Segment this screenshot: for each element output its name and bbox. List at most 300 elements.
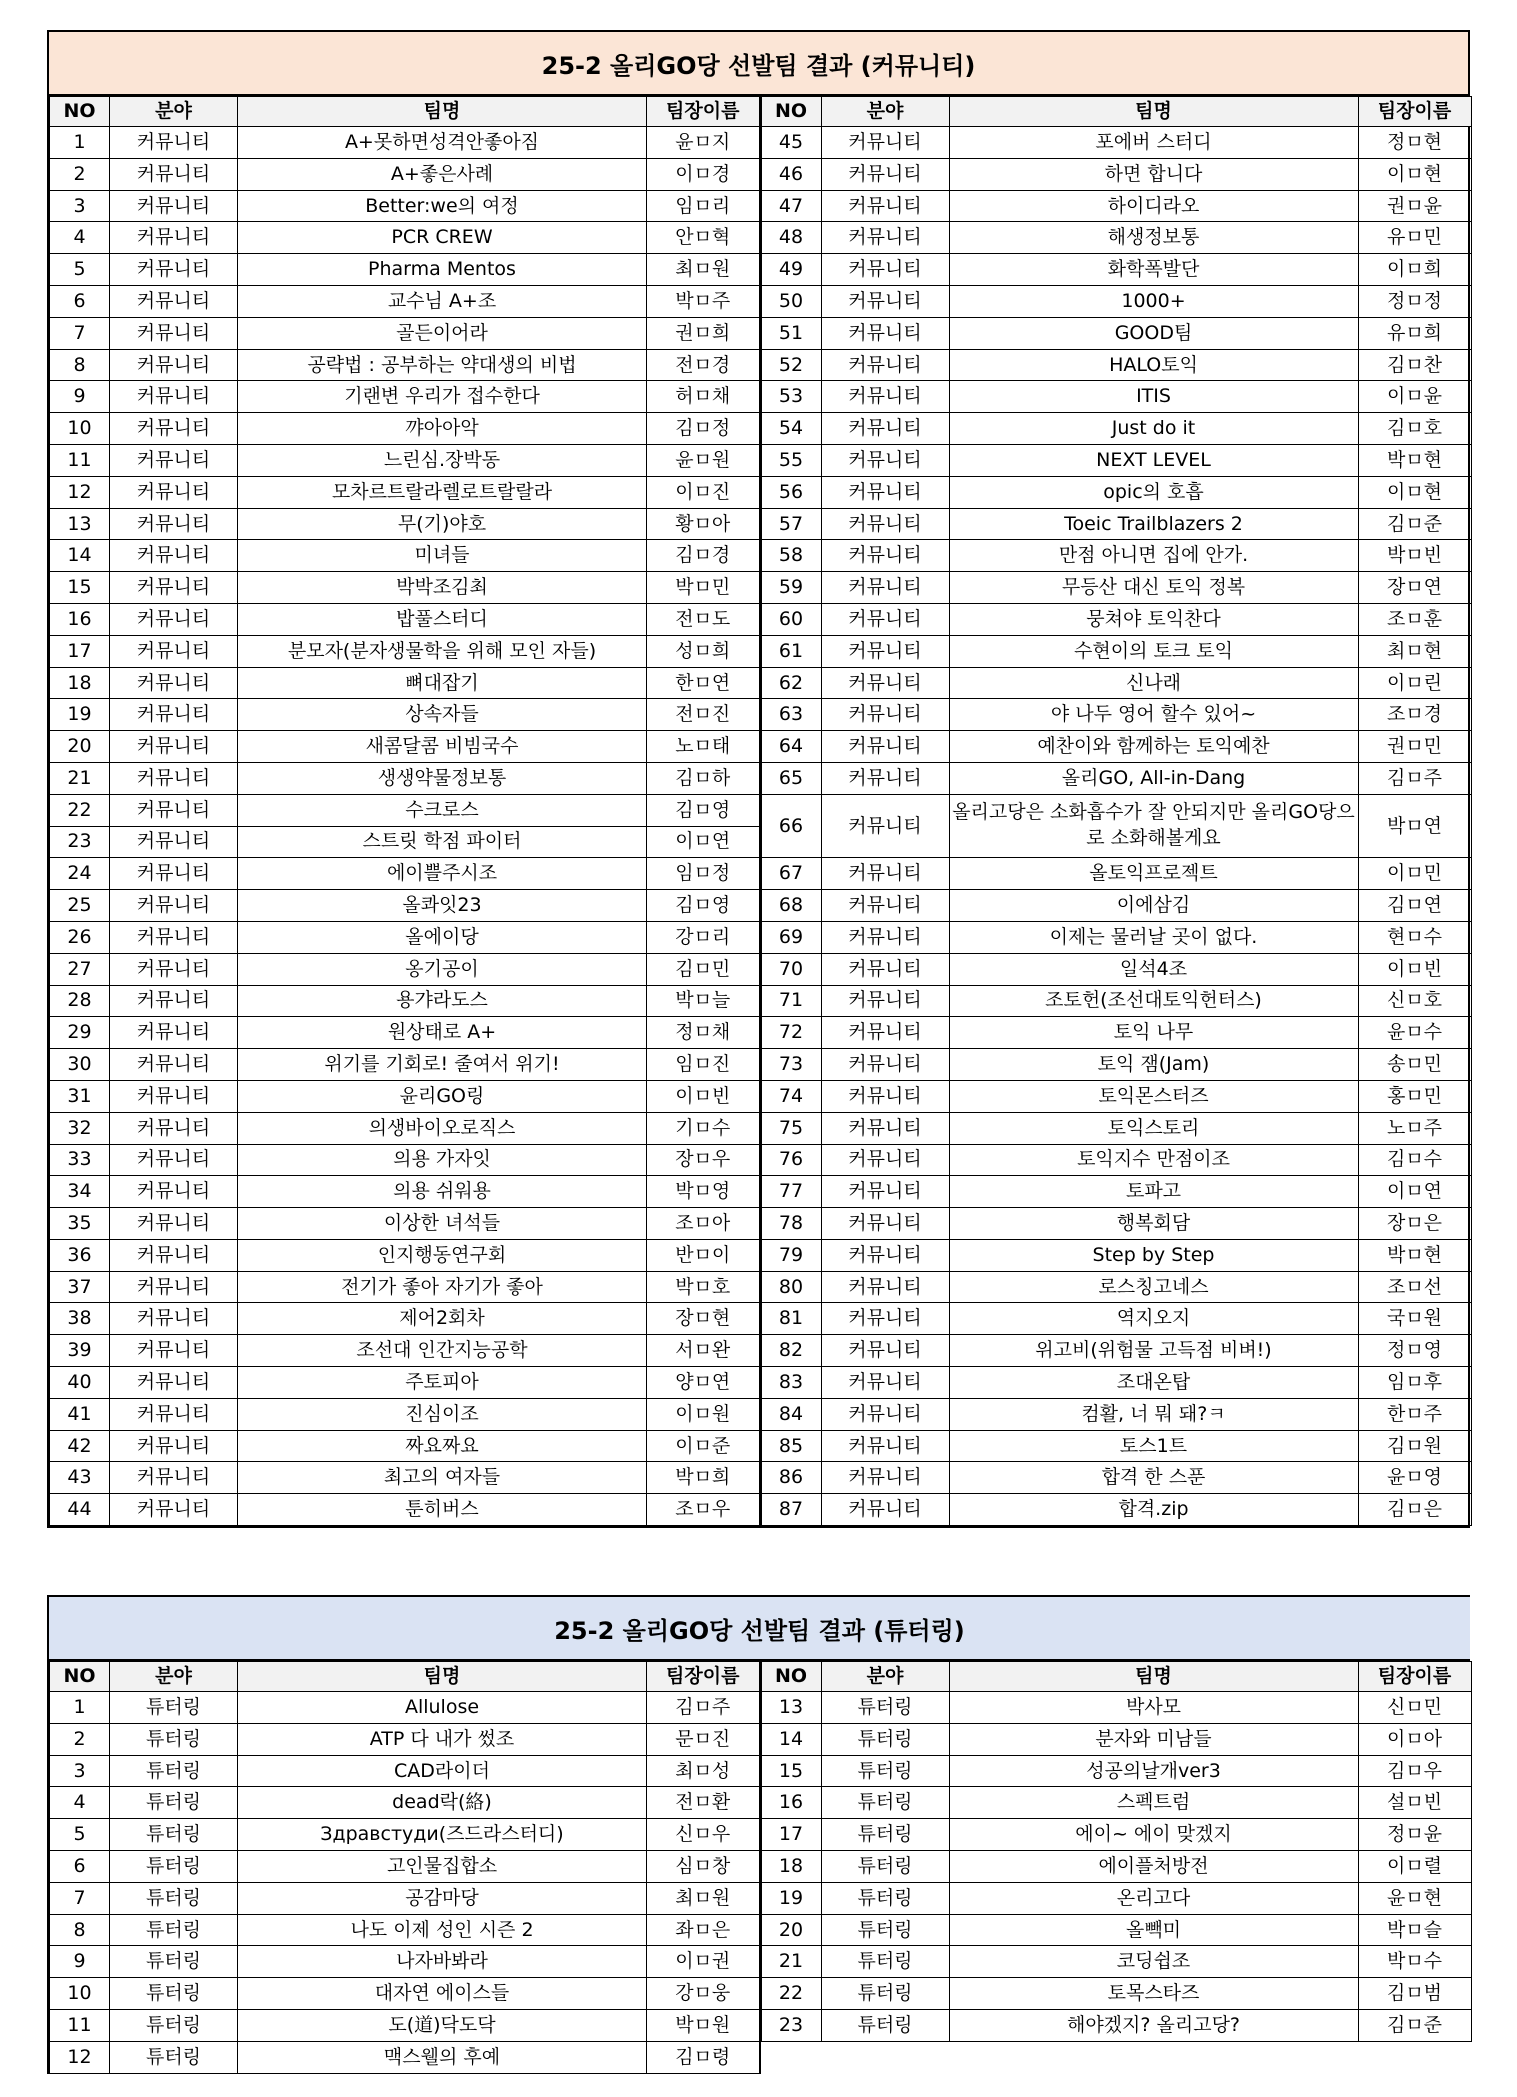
leader-name-cell: 권ㅁ윤 xyxy=(1358,190,1471,222)
team-name-cell: 만점 아니면 집에 안가. xyxy=(949,540,1358,572)
row-number: 54 xyxy=(761,413,821,445)
field-cell: 커뮤니티 xyxy=(110,381,238,413)
table-row xyxy=(761,127,1471,159)
leader-name-cell: 이ㅁ빈 xyxy=(1358,953,1471,985)
team-name-cell: 툰히버스 xyxy=(238,1494,647,1526)
field-cell: 커뮤니티 xyxy=(821,1335,949,1367)
field-cell: 커뮤니티 xyxy=(110,254,238,286)
row-number: 23 xyxy=(50,826,110,858)
leader-name-cell: 권ㅁ민 xyxy=(1358,731,1471,763)
leader-name-cell: 이ㅁ원 xyxy=(647,1398,760,1430)
table-row xyxy=(761,1271,1471,1303)
row-number: 20 xyxy=(761,1914,821,1946)
row-number: 24 xyxy=(50,858,110,890)
field-cell: 커뮤니티 xyxy=(821,1303,949,1335)
field-cell: 커뮤니티 xyxy=(821,476,949,508)
leader-name-cell: 유ㅁ민 xyxy=(1358,222,1471,254)
field-cell: 커뮤니티 xyxy=(821,508,949,540)
row-number: 87 xyxy=(761,1494,821,1526)
team-name-cell: Здравстуди(즈드라스터디) xyxy=(238,1819,647,1851)
field-cell: 커뮤니티 xyxy=(821,890,949,922)
team-name-cell: 이에삼김 xyxy=(949,890,1358,922)
field-cell: 커뮤니티 xyxy=(821,1494,949,1526)
table-row xyxy=(50,1692,760,1724)
table-row xyxy=(50,1978,760,2010)
results-table-left xyxy=(49,96,761,1526)
row-number: 60 xyxy=(761,603,821,635)
team-name-cell: 예찬이와 함께하는 토익예찬 xyxy=(949,731,1358,763)
field-cell: 커뮤니티 xyxy=(110,1462,238,1494)
field-cell: 커뮤니티 xyxy=(110,349,238,381)
leader-name-cell: 한ㅁ연 xyxy=(647,667,760,699)
field-cell: 튜터링 xyxy=(821,1882,949,1914)
row-number: 10 xyxy=(50,413,110,445)
row-number: 72 xyxy=(761,1017,821,1049)
row-number: 17 xyxy=(50,635,110,667)
row-number: 21 xyxy=(50,762,110,794)
field-cell: 커뮤니티 xyxy=(821,635,949,667)
row-number: 61 xyxy=(761,635,821,667)
leader-name-cell: 김ㅁ하 xyxy=(647,762,760,794)
row-number: 16 xyxy=(761,1787,821,1819)
row-number: 12 xyxy=(50,476,110,508)
team-name-cell: Step by Step xyxy=(949,1239,1358,1271)
leader-name-cell: 정ㅁ윤 xyxy=(1358,1819,1471,1851)
row-number: 12 xyxy=(50,2041,110,2073)
table-row xyxy=(761,540,1471,572)
team-name-cell: 무등산 대신 토익 정복 xyxy=(949,572,1358,604)
table-row xyxy=(50,1208,760,1240)
results-table-right xyxy=(761,96,1472,1526)
field-cell: 커뮤니티 xyxy=(110,190,238,222)
table-row xyxy=(761,1882,1471,1914)
leader-name-cell: 임ㅁ후 xyxy=(1358,1367,1471,1399)
team-name-cell: 새콤달콤 비빔국수 xyxy=(238,731,647,763)
team-name-cell: 나자바봐라 xyxy=(238,1946,647,1978)
table-row xyxy=(50,603,760,635)
field-cell: 커뮤니티 xyxy=(110,222,238,254)
table-row xyxy=(761,1017,1471,1049)
field-cell: 커뮤니티 xyxy=(110,635,238,667)
team-name-cell: 일석4조 xyxy=(949,953,1358,985)
table-row xyxy=(50,381,760,413)
team-name-cell: 의용 쉬워용 xyxy=(238,1176,647,1208)
row-number: 26 xyxy=(50,921,110,953)
team-name-cell: 로스칭고네스 xyxy=(949,1271,1358,1303)
row-number: 14 xyxy=(761,1723,821,1755)
leader-name-cell: 임ㅁ리 xyxy=(647,190,760,222)
row-number: 59 xyxy=(761,572,821,604)
row-number: 21 xyxy=(761,1946,821,1978)
table-row xyxy=(50,1335,760,1367)
field-cell: 커뮤니티 xyxy=(821,667,949,699)
team-name-cell: 이제는 물러날 곳이 없다. xyxy=(949,921,1358,953)
field-cell: 튜터링 xyxy=(821,1787,949,1819)
team-name-cell: 에이플처방전 xyxy=(949,1850,1358,1882)
field-cell: 커뮤니티 xyxy=(110,413,238,445)
field-cell: 커뮤니티 xyxy=(821,1112,949,1144)
leader-name-cell: 박ㅁ슬 xyxy=(1358,1914,1471,1946)
team-name-cell: 조대온탑 xyxy=(949,1367,1358,1399)
field-cell: 커뮤니티 xyxy=(110,158,238,190)
row-number: 18 xyxy=(50,667,110,699)
team-name-cell: Allulose xyxy=(238,1692,647,1724)
leader-name-cell: 조ㅁ아 xyxy=(647,1208,760,1240)
team-name-cell: 최고의 여자들 xyxy=(238,1462,647,1494)
table-row xyxy=(761,1144,1471,1176)
team-name-cell: 온리고다 xyxy=(949,1882,1358,1914)
row-number: 42 xyxy=(50,1430,110,1462)
leader-header: 팀장이름 xyxy=(1358,1662,1471,1692)
team-name-cell: 분모자(분자생물학을 위해 모인 자들) xyxy=(238,635,647,667)
field-cell: 커뮤니티 xyxy=(821,1239,949,1271)
leader-name-cell: 김ㅁ경 xyxy=(647,540,760,572)
field-cell: 커뮤니티 xyxy=(110,127,238,159)
row-number: 27 xyxy=(50,953,110,985)
team-name-cell: 스트릿 학점 파이터 xyxy=(238,826,647,858)
field-cell: 튜터링 xyxy=(110,1723,238,1755)
table-row xyxy=(761,158,1471,190)
team-name-cell: 토익스토리 xyxy=(949,1112,1358,1144)
team-name-cell: 상속자들 xyxy=(238,699,647,731)
leader-name-cell: 전ㅁ경 xyxy=(647,349,760,381)
team-name-cell: 에이~ 에이 맞겠지 xyxy=(949,1819,1358,1851)
leader-name-cell: 신ㅁ호 xyxy=(1358,985,1471,1017)
field-cell: 튜터링 xyxy=(110,2009,238,2041)
field-cell: 튜터링 xyxy=(821,2009,949,2041)
team-name-cell: 토익 잼(Jam) xyxy=(949,1049,1358,1081)
leader-name-cell: 전ㅁ환 xyxy=(647,1787,760,1819)
field-cell: 커뮤니티 xyxy=(110,1398,238,1430)
leader-name-cell: 설ㅁ빈 xyxy=(1358,1787,1471,1819)
leader-name-cell: 유ㅁ희 xyxy=(1358,317,1471,349)
row-number: 75 xyxy=(761,1112,821,1144)
field-cell: 커뮤니티 xyxy=(110,540,238,572)
table-row xyxy=(50,826,760,858)
table-row xyxy=(761,1398,1471,1430)
row-number: 64 xyxy=(761,731,821,763)
field-cell: 커뮤니티 xyxy=(821,127,949,159)
team-name-cell: 분자와 미남들 xyxy=(949,1723,1358,1755)
row-number: 41 xyxy=(50,1398,110,1430)
leader-name-cell: 홍ㅁ민 xyxy=(1358,1080,1471,1112)
leader-name-cell: 조ㅁ훈 xyxy=(1358,603,1471,635)
row-number: 25 xyxy=(50,890,110,922)
no-header: NO xyxy=(761,1662,821,1692)
table-row xyxy=(50,285,760,317)
table-row xyxy=(761,953,1471,985)
field-cell: 튜터링 xyxy=(821,1914,949,1946)
leader-name-cell: 박ㅁ주 xyxy=(647,285,760,317)
leader-name-cell: 김ㅁ준 xyxy=(1358,2009,1471,2041)
leader-name-cell: 성ㅁ희 xyxy=(647,635,760,667)
leader-name-cell: 서ㅁ완 xyxy=(647,1335,760,1367)
table-row xyxy=(50,762,760,794)
field-cell: 커뮤니티 xyxy=(821,1462,949,1494)
table-row xyxy=(50,1914,760,1946)
field-cell: 커뮤니티 xyxy=(110,1271,238,1303)
row-number: 82 xyxy=(761,1335,821,1367)
row-number: 9 xyxy=(50,381,110,413)
table-row xyxy=(761,1946,1471,1978)
leader-name-cell: 김ㅁ주 xyxy=(647,1692,760,1724)
leader-name-cell: 윤ㅁ영 xyxy=(1358,1462,1471,1494)
team-name-cell: 맥스웰의 후예 xyxy=(238,2041,647,2073)
field-cell: 커뮤니티 xyxy=(821,540,949,572)
leader-name-cell: 기ㅁ수 xyxy=(647,1112,760,1144)
leader-name-cell: 김ㅁ민 xyxy=(647,953,760,985)
row-number: 86 xyxy=(761,1462,821,1494)
leader-name-cell: 박ㅁ영 xyxy=(647,1176,760,1208)
table-row xyxy=(50,1080,760,1112)
row-number: 1 xyxy=(50,1692,110,1724)
row-number: 50 xyxy=(761,285,821,317)
team-name-cell: 코딩쉽조 xyxy=(949,1946,1358,1978)
no-header: NO xyxy=(50,1662,110,1692)
table-row xyxy=(50,921,760,953)
row-number: 34 xyxy=(50,1176,110,1208)
row-number: 17 xyxy=(761,1819,821,1851)
field-cell: 커뮤니티 xyxy=(821,285,949,317)
row-number: 62 xyxy=(761,667,821,699)
field-cell: 커뮤니티 xyxy=(821,794,949,858)
row-number: 3 xyxy=(50,1755,110,1787)
field-cell: 커뮤니티 xyxy=(110,699,238,731)
field-cell: 튜터링 xyxy=(110,1978,238,2010)
team-name-cell: 올콰잇23 xyxy=(238,890,647,922)
field-cell: 커뮤니티 xyxy=(821,1049,949,1081)
row-number: 80 xyxy=(761,1271,821,1303)
field-cell: 커뮤니티 xyxy=(821,254,949,286)
row-number: 7 xyxy=(50,317,110,349)
field-cell: 커뮤니티 xyxy=(110,667,238,699)
table-row xyxy=(761,1239,1471,1271)
table-row xyxy=(50,413,760,445)
field-cell: 튜터링 xyxy=(110,1819,238,1851)
field-cell: 커뮤니티 xyxy=(110,731,238,763)
field-cell: 튜터링 xyxy=(821,1755,949,1787)
row-number: 77 xyxy=(761,1176,821,1208)
field-cell: 커뮤니티 xyxy=(821,985,949,1017)
table-row xyxy=(50,1176,760,1208)
team-name-cell: 합격 한 스푼 xyxy=(949,1462,1358,1494)
row-number: 6 xyxy=(50,285,110,317)
leader-name-cell: 이ㅁ린 xyxy=(1358,667,1471,699)
table-row xyxy=(50,858,760,890)
table-row xyxy=(761,285,1471,317)
field-cell: 커뮤니티 xyxy=(110,1335,238,1367)
team-name-cell: 토목스타즈 xyxy=(949,1978,1358,2010)
row-number: 53 xyxy=(761,381,821,413)
row-number: 5 xyxy=(50,1819,110,1851)
leader-name-cell: 김ㅁ주 xyxy=(1358,762,1471,794)
table-row xyxy=(50,1017,760,1049)
table-row xyxy=(50,1946,760,1978)
leader-name-cell: 박ㅁ현 xyxy=(1358,1239,1471,1271)
row-number: 11 xyxy=(50,444,110,476)
table-row xyxy=(761,1176,1471,1208)
row-number: 33 xyxy=(50,1144,110,1176)
field-cell: 커뮤니티 xyxy=(821,1208,949,1240)
team-name-cell: 모차르트랄라렐로트랄랄라 xyxy=(238,476,647,508)
field-cell: 커뮤니티 xyxy=(110,603,238,635)
field-cell: 커뮤니티 xyxy=(110,985,238,1017)
field-cell: 튜터링 xyxy=(821,1978,949,2010)
table-row xyxy=(50,349,760,381)
table-row xyxy=(761,190,1471,222)
table-row xyxy=(50,667,760,699)
table-row xyxy=(50,2041,760,2073)
leader-name-cell: 김ㅁ연 xyxy=(1358,890,1471,922)
leader-name-cell: 권ㅁ희 xyxy=(647,317,760,349)
row-number: 66 xyxy=(761,794,821,858)
team-name-cell: 생생약물정보통 xyxy=(238,762,647,794)
team-name-cell: 나도 이제 성인 시즌 2 xyxy=(238,1914,647,1946)
table-row xyxy=(761,1112,1471,1144)
tutoring-results-section xyxy=(47,1595,1470,2074)
leader-name-cell: 강ㅁ리 xyxy=(647,921,760,953)
team-name-cell: 토익지수 만점이조 xyxy=(949,1144,1358,1176)
team-name-cell: 1000+ xyxy=(949,285,1358,317)
row-number: 14 xyxy=(50,540,110,572)
row-number: 38 xyxy=(50,1303,110,1335)
field-cell: 튜터링 xyxy=(110,1755,238,1787)
field-cell: 튜터링 xyxy=(821,1850,949,1882)
team-name-cell: 원상태로 A+ xyxy=(238,1017,647,1049)
table-row xyxy=(761,1494,1471,1526)
table-header-row xyxy=(50,97,760,127)
table-row xyxy=(761,731,1471,763)
leader-name-cell: 이ㅁ민 xyxy=(1358,858,1471,890)
row-number: 56 xyxy=(761,476,821,508)
field-cell: 커뮤니티 xyxy=(821,699,949,731)
field-cell: 튜터링 xyxy=(110,1882,238,1914)
table-row xyxy=(761,1692,1471,1724)
team-name-cell: 진심이조 xyxy=(238,1398,647,1430)
leader-name-cell: 정ㅁ채 xyxy=(647,1017,760,1049)
table-row xyxy=(761,1303,1471,1335)
leader-name-cell: 조ㅁ우 xyxy=(647,1494,760,1526)
tutoring-section-title: 25-2 올리GO당 선발팀 결과 (튜터링) xyxy=(49,1597,1470,1661)
row-number: 8 xyxy=(50,349,110,381)
leader-name-cell: 박ㅁ연 xyxy=(1358,794,1471,858)
row-number: 52 xyxy=(761,349,821,381)
team-name-cell: 토스1트 xyxy=(949,1430,1358,1462)
team-name-cell: 합격.zip xyxy=(949,1494,1358,1526)
row-number: 10 xyxy=(50,1978,110,2010)
row-number: 43 xyxy=(50,1462,110,1494)
leader-name-cell: 이ㅁ현 xyxy=(1358,476,1471,508)
team-name-cell: 위고비(위험물 고득점 비벼!) xyxy=(949,1335,1358,1367)
team-name-cell: Better:we의 여정 xyxy=(238,190,647,222)
leader-name-cell: 신ㅁ우 xyxy=(647,1819,760,1851)
team-name-cell: 올토익프로젝트 xyxy=(949,858,1358,890)
field-cell: 커뮤니티 xyxy=(110,1049,238,1081)
row-number: 8 xyxy=(50,1914,110,1946)
table-row xyxy=(761,381,1471,413)
row-number: 55 xyxy=(761,444,821,476)
leader-name-cell: 이ㅁ준 xyxy=(647,1430,760,1462)
leader-name-cell: 심ㅁ창 xyxy=(647,1850,760,1882)
table-row xyxy=(761,1430,1471,1462)
field-cell: 커뮤니티 xyxy=(821,1017,949,1049)
row-number: 22 xyxy=(50,794,110,826)
leader-name-cell: 김ㅁ준 xyxy=(1358,508,1471,540)
team-name-cell: A+못하면성격안좋아짐 xyxy=(238,127,647,159)
row-number: 51 xyxy=(761,317,821,349)
table-row xyxy=(761,476,1471,508)
field-cell: 커뮤니티 xyxy=(110,1239,238,1271)
table-row xyxy=(50,444,760,476)
table-row xyxy=(761,572,1471,604)
team-name-cell: 기랜변 우리가 접수한다 xyxy=(238,381,647,413)
row-number: 23 xyxy=(761,2009,821,2041)
row-number: 78 xyxy=(761,1208,821,1240)
table-row xyxy=(761,699,1471,731)
team-name-cell: 대자연 에이스들 xyxy=(238,1978,647,2010)
team-name-cell: 고인물집합소 xyxy=(238,1850,647,1882)
row-number: 68 xyxy=(761,890,821,922)
table-row xyxy=(50,1239,760,1271)
leader-name-cell: 노ㅁ주 xyxy=(1358,1112,1471,1144)
leader-name-cell: 황ㅁ아 xyxy=(647,508,760,540)
table-row xyxy=(50,1882,760,1914)
field-cell: 튜터링 xyxy=(110,1914,238,1946)
field-cell: 커뮤니티 xyxy=(110,858,238,890)
table-row xyxy=(50,1494,760,1526)
tutoring-tables xyxy=(49,1661,1470,2074)
leader-name-cell: 국ㅁ원 xyxy=(1358,1303,1471,1335)
table-row xyxy=(50,540,760,572)
field-cell: 커뮤니티 xyxy=(821,953,949,985)
row-number: 9 xyxy=(50,1946,110,1978)
leader-name-cell: 김ㅁ범 xyxy=(1358,1978,1471,2010)
field-cell: 커뮤니티 xyxy=(110,890,238,922)
row-number: 35 xyxy=(50,1208,110,1240)
field-cell: 커뮤니티 xyxy=(110,1176,238,1208)
row-number: 71 xyxy=(761,985,821,1017)
field-cell: 튜터링 xyxy=(821,1819,949,1851)
row-number: 11 xyxy=(50,2009,110,2041)
table-row xyxy=(761,794,1471,858)
team-name-cell: 옹기공이 xyxy=(238,953,647,985)
row-number: 37 xyxy=(50,1271,110,1303)
leader-name-cell: 윤ㅁ수 xyxy=(1358,1017,1471,1049)
team-name-cell: 의생바이오로직스 xyxy=(238,1112,647,1144)
table-row xyxy=(761,254,1471,286)
table-row xyxy=(761,1049,1471,1081)
leader-name-cell: 최ㅁ원 xyxy=(647,1882,760,1914)
results-table-right xyxy=(761,1661,1472,2042)
table-row xyxy=(50,476,760,508)
table-row xyxy=(761,890,1471,922)
team-name-cell: 화학폭발단 xyxy=(949,254,1358,286)
leader-name-cell: 박ㅁ수 xyxy=(1358,1946,1471,1978)
leader-name-cell: 좌ㅁ은 xyxy=(647,1914,760,1946)
row-number: 7 xyxy=(50,1882,110,1914)
no-header: NO xyxy=(50,97,110,127)
leader-name-cell: 조ㅁ선 xyxy=(1358,1271,1471,1303)
team-name-cell: 컴활, 너 뭐 돼?ㅋ xyxy=(949,1398,1358,1430)
field-cell: 커뮤니티 xyxy=(110,1303,238,1335)
team-name-cell: 뼈대잡기 xyxy=(238,667,647,699)
table-row xyxy=(50,1303,760,1335)
leader-name-cell: 박ㅁ호 xyxy=(647,1271,760,1303)
leader-name-cell: 반ㅁ이 xyxy=(647,1239,760,1271)
team-name-cell: 신나래 xyxy=(949,667,1358,699)
row-number: 19 xyxy=(50,699,110,731)
leader-name-cell: 김ㅁ영 xyxy=(647,794,760,826)
